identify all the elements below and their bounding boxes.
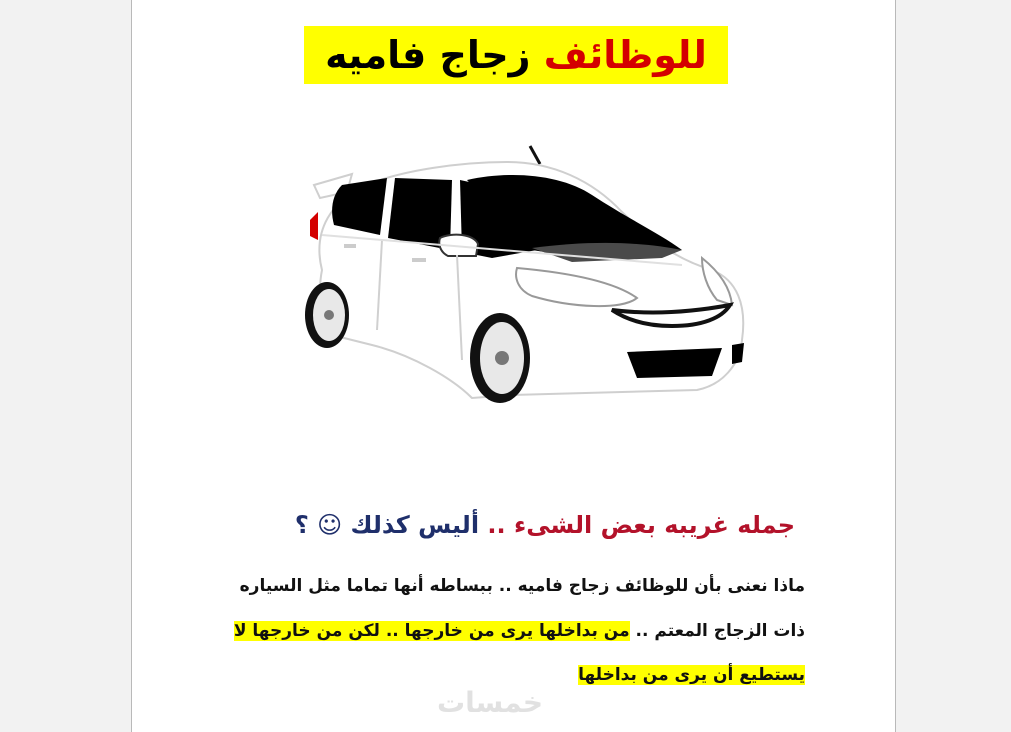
watermark-logo: خمسات <box>437 686 544 719</box>
subtitle-blue-text: أليس كذلك <box>350 511 480 539</box>
car-illustration <box>292 140 747 410</box>
paragraph-line-1-text: ماذا نعنى بأن للوظائف زجاج فاميه .. ببساطه أنها تماما مثل السياره <box>239 576 805 596</box>
question-mark: ؟ <box>294 511 309 539</box>
paragraph-line-2-plain: ذات الزجاج المعتم .. <box>635 621 805 641</box>
paragraph-line-2-highlight: من بداخلها يرى من خارجها .. لكن من خارجها لا <box>233 621 630 641</box>
title-red-part: للوظائف <box>543 33 707 77</box>
paragraph-line-2 <box>205 621 805 641</box>
document-page <box>131 0 896 732</box>
paragraph-line-3-highlight: يستطيع أن يرى من بداخلها <box>578 665 805 685</box>
subtitle <box>295 505 795 545</box>
paragraph-line-3 <box>205 665 805 685</box>
smiley-icon: ☺ <box>317 511 343 539</box>
subtitle-red-text: جمله غريبه بعض الشىء .. <box>487 511 795 539</box>
title-black-part: زجاج فاميه <box>325 33 531 77</box>
page-title <box>304 26 728 84</box>
paragraph-line-1 <box>205 576 805 596</box>
